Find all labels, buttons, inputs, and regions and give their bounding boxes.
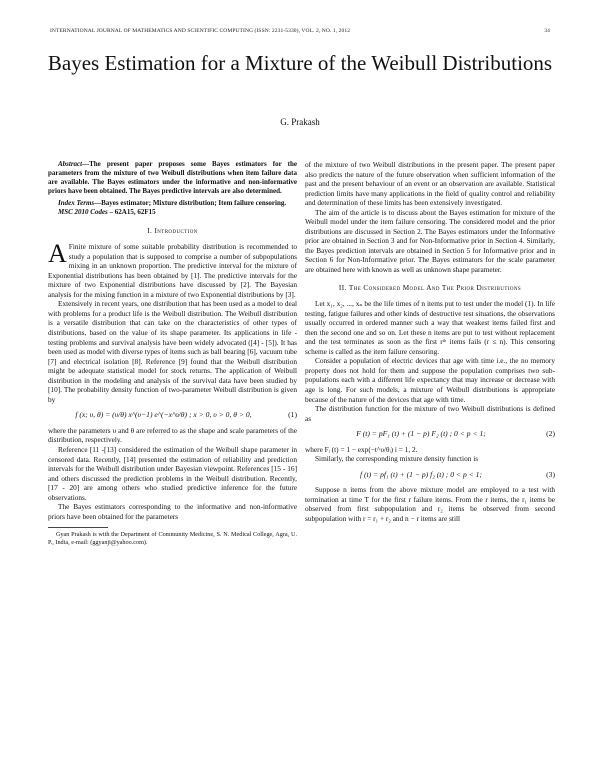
section-number: I. [147, 226, 153, 235]
equation-2 [305, 429, 555, 439]
equation-1 [48, 410, 297, 420]
journal-name: INTERNATIONAL JOURNAL OF MATHEMATICS AND SCIENTIFIC COMPUTING (ISSN: 2231-5330), VOL. 2, NO. 1, 2012 [50, 28, 351, 34]
intro-paragraph-1 [48, 239, 297, 299]
index-terms-text: —Bayes estimator; Mixture distribution; Item failure censoring. [94, 199, 287, 208]
intro-paragraph-1-text: Finite mixture of some suitable probability distribution is recommended to study a population that is supposed to comprise a number of subpopulations mixing in an unknown proportion. The predictive interval for the mixture of Exponential distributions has been obtained by [1]. The predictive intervals for the mixture of two Exponential distributions have discussed by [2]. The Bayesian analysis for the mixing function in a mixture of two Exponential distributions by [3]. [48, 242, 297, 299]
model-paragraph-6: Suppose n items from the above mixture model are employed to a test with termination at time T for the first r failure items. From the r items, the r₁ items be observed from first subpopulation and r₂ items be observed from second subpopulation with r = r₁ + r₂ and n − r items are still [305, 485, 555, 523]
footnote-divider [48, 527, 108, 528]
intro-paragraph-5: The Bayes estimators corresponding to the informative and non-informative priors have been obtained for the parameters [48, 502, 297, 521]
paper-title: Bayes Estimation for a Mixture of the Weibull Distributions [47, 51, 553, 75]
running-header [50, 28, 550, 34]
right-column [305, 160, 555, 524]
author: G. Prakash [280, 117, 320, 127]
msc-label: MSC 2010 Codes [58, 208, 108, 217]
left-column [48, 160, 297, 547]
right-paragraph-1: of the mixture of two Weibull distributions in the present paper. The present paper also predicts the nature of the future observation when sufficient information of the past and the present behaviour of an event or an observation are available. Statistical prediction limits have many applications in the field of quality control and reliability and determination of these limits has been extensively investigated. [305, 160, 555, 208]
msc-values: – 62A15, 62F15 [107, 208, 156, 217]
section-title: Introduction [154, 226, 198, 235]
page-number: 34 [544, 28, 550, 34]
model-paragraph-5: Similarly, the corresponding mixture density function is [315, 454, 479, 464]
intro-paragraph-2: Extensively in recent years, one distribution that has been used as a model to deal with problems for a product life is the Weibull distribution. The Weibull distribution is a versatile distribution that can take on the characteristics of other types of distributions, based on the value of its shape parameter. Its applications in life - testing problems and survival analysis have been widely advocated ([4] - [5]). It has been used as model with diverse types of items such as ball bearing [6], vacuum tube [7] and electrical isolation [8]. Reference [9] found that the Weibull distribution might be adequate statistical model for stock returns. The application of Weibull distribution in the modeling and analysis of the survival data have been studied by [10]. The probability density function of two-parameter Weibull distribution is given by [48, 299, 297, 404]
right-paragraph-2: The aim of the article is to discuss about the Bayes estimation for mixture of the Weibull model under the item failure censoring. The considered model and the prior distributions are discussed in Section 2. The Bayes estimators under the Informative prior are obtained in Section 3 and for Non-Informative prior in Section 4. Similarly, the Bayes prediction intervals are obtained in Section 5 for Informative prior and in Section 6 for Non-Informative prior. The Bayes estimators for the scale parameter are obtained here with known as well as unknown shape parameter. [305, 207, 555, 275]
author-footnote: Gyan Prakash is with the Department of Community Medicine, S. N. Medical College, Agra, U. P., India, e-mail: (ggyanji@yahoo.com). [48, 531, 297, 547]
equation-2-expression: F (t) = pF₁ (t) + (1 − p) F₂ (t) ; 0 < p < 1; [356, 429, 486, 439]
abstract-label: Abstract [58, 160, 83, 168]
intro-paragraph-4: Reference [11 -[13] considered the estimation of the Weibull shape parameter in censored data. Recently, [14] presented the estimation of reliability and prediction intervals for the Weibull distribution under Bayesian viewpoint. References [15 - 16] and others discussed the prediction problems in the Weibull distribution. Recently, [17 - 20] are among others who studied predictive inference for the future observations. [48, 445, 297, 502]
equation-1-expression: f (x; υ, θ) = (υ/θ) x^(υ−1) e^(−x^υ/θ) ; x > 0, υ > 0, θ > 0, [75, 410, 252, 420]
section-heading-introduction [48, 227, 297, 237]
equation-2-number: (2) [546, 429, 555, 439]
equation-3 [305, 470, 555, 480]
msc-codes [48, 208, 297, 217]
equation-3-number: (3) [546, 469, 555, 479]
section-heading-model [305, 284, 555, 294]
section-title: The Considered Model And The Prior Distributions [348, 283, 522, 292]
index-terms [48, 199, 297, 208]
intro-paragraph-3: where the parameters υ and θ are referred to as the shape and scale parameters of the distribution, respectively. [48, 425, 297, 445]
abstract [48, 160, 297, 196]
equation-1-number: (1) [288, 410, 297, 420]
index-terms-label: Index Terms [58, 199, 95, 208]
model-paragraph-1: Let x₁, x₂, ..., xₙ be the life times of n items put to test under the model (1). In life testing, fatigue failures and other kinds of destructive test situations, the observations usually occurred in ordered manner such a way that weakest items failed first and then the second one and so on. Let these n items are put to test without replacement and the test terminates as soon as the first rᵗʰ items fails (r ≤ n). This censoring scheme is called as the item failure censoring. [305, 299, 555, 356]
model-paragraph-2: Consider a population of electric devices that age with time i.e., the no memory property does not hold for them and suppose the population comprises two sub-populations each with a different life expectancy that may increase or decrease with age is long. For such models, a mixture of Weibull distributions is appropriate because of the nature of the devices that age with time. [305, 356, 555, 404]
section-number: II. [338, 283, 347, 292]
model-paragraph-4: where Fᵢ (t) = 1 − exp(−t^υ/θᵢ) i = 1, 2. [305, 444, 418, 454]
model-paragraph-3: The distribution function for the mixture of two Weibull distributions is defined as [305, 404, 555, 423]
drop-cap: A [48, 239, 67, 269]
abstract-text: —The present paper proposes some Bayes estimators for the parameters from the mixture of two Weibull distributions when item failure data are available. The Bayes estimators under the informative and non-informative priors have been obtained. The Bayes predictive intervals are also determined. [48, 160, 297, 196]
equation-3-expression: f (t) = pf₁ (t) + (1 − p) f₂ (t) ; 0 < p < 1; [359, 469, 482, 479]
